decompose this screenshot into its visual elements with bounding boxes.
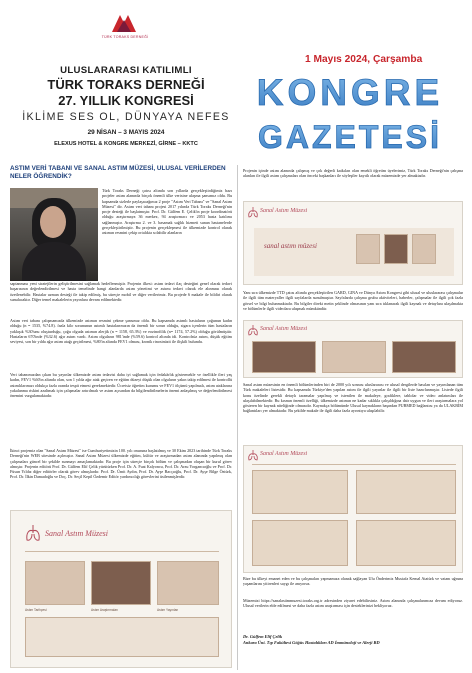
congress-dates: 29 NİSAN – 3 MAYIS 2024 <box>87 129 165 136</box>
lungs-icon <box>248 324 258 336</box>
congress-motto: İKLİME SES OL, DÜNYAYA NEFES <box>22 111 230 123</box>
lungs-icon <box>248 206 258 218</box>
header-line-2: TÜRK TORAKS DERNEĞİ <box>47 77 205 92</box>
association-logo-icon <box>110 12 138 34</box>
museum-website-screenshot <box>10 510 232 668</box>
section-label-3: Astım Yayınları <box>157 608 179 612</box>
header-line-3: 27. YILLIK KONGRESİ <box>58 93 194 108</box>
left-paragraph-2: Astım veri tabanı çalışmamızda ülkemizde astımın resmini çekme şansımız oldu. Bu kapsamda astımlı hastaların çoğunun kadın olduğu (n = 1535, %74.8). fazla kilo sorununun astımlı hastalarımızın da önemli bir sorun olduğu, sigara içenlerin tüm hastaların yaklaşık %30'unu oluşturduğu, çoğu olguda astımın alerjik (n = 1158, 65.3%) ve eozinofilik (n= 1174, 57.2%) olduğu görülmüştür. Hastaların 670'inde (%32.6) ağır astım vardı. Astım olguların 981'inde (%59.6) kontrol altında idi. Kontrolsüz astım, düşük eğitim seviyesi, son bir yılda ağır astım atağı geçirilmesi, %80'in altında FEV1 olması, kronik rinosinüzit ile ilişkili bulundu. <box>10 318 232 345</box>
right-paragraph-3: Sanal astım müzesinin en önemli bölümlerinden biri de 2000 yılı sonrası uluslararası ve ulusal dergilerde basılan ve yayımlanan tüm Türk makaleleri listesidir. Bu kapsamda Türkiye'den yapılan astım ile ilgili yayınlar ile ilgili bir liste hazırlanmıştır. Listede ilgili konu özelinde gerekli detaylı taramalar yapılmış ve istenilen ile makaleye, grafiklere, tablolar ve video anlatımları ile ulaşılabilmektedir. Bu kısmın önemli özelliği, ülkemizde astımın ne kadar sıklıkla çalışıldığına dair uygun ve ileri araştırmalara yol gösteren bir kaynak niteliğinde olmasıdır. Kaynakça bölümünde Ulusal kaynakların başından PUBMED bağlantısı ya da ULAKBİM bağlantıları yer almaktadır. Bu şekilde makale ile ilgili daha fazla ayrıntıya ulaşılabilir. <box>243 382 463 414</box>
lungs-icon <box>248 449 258 461</box>
right-paragraph-2: Yanı sıra ülkemizde TTD çatısı altında gerçekleştirilen GARD, GINA ve Dünya Astım Kongresi gibi ulusal ve uluslararası çalışmalar ile ilgili tüm materyaller ilgili sayfalarda sunulmuştur. Sayfalarda çalışma grubu aktiviteleri, haberler, çalışmalar ile ilgili çok fazla görsel ve bilgi bulunmaktadır. Bu bilgiler direkt metin şeklinde olmasının yanı sıra tıklanarak ilgili kaynak ve detaylara ulaşılmakta ve bölümlerle ilgili videolara ulaşmak mümkündür. <box>243 290 463 311</box>
masthead <box>228 60 472 160</box>
left-paragraph-1b: saptanması yeni stratejilerin geliştirilmesini sağlamak hedeflenmiştir. Projenin ilkesi: astım tedavi ilaç desteğini genel olarak tedavi başarısının değerlendirilmesi ve hasta temelinde hangi alanlarda astım yönetimi ve astımı tedavi olarak ele alınması olarak özetlenebilir. Hastalar uzman desteği ile takip edilmiş, bu süreçte mobil ve diğer verilerimiz. Bu projede 6 makale ile bildiri olarak sunulacaktır. Diğer temel makalelerin yayınlara devam edilmektedir. <box>10 281 232 302</box>
section-label-1: Astım Tarihçesi <box>25 608 47 612</box>
museum-banner-screenshot <box>243 201 463 285</box>
article-title: ASTIM VERİ TABANI VE SANAL ASTIM MÜZESİ, ULUSAL VERİLERDEN NELER ÖĞRENDİK? <box>10 165 226 180</box>
museum-brand: Sanal Astım Müzesi <box>260 208 308 214</box>
museum-publications-screenshot <box>243 445 463 573</box>
right-paragraph-1: Projenin içinde astım alanında çalışmış ve çok değerli katkıları olan emekli öğretim üyelerimiz, Türk Toraks Derneği'nin çalışma alanları ile ilgili astım çalışmaları olan önceki başkanları ile söyleşiler kayıtlı olarak müzemizde yer almaktadır. <box>243 168 463 179</box>
right-paragraph-5: Müzemizi https://sanalastimmuzesi.toraks.org.tr adresinden ziyaret edebilirsiniz. Astım alanında çalışmalarımıza devam ediyoruz. Ulusal verilerin elde edilmesi ve daha fazla astım araştırması için desteklerinizi bekliyoruz. <box>243 598 463 609</box>
svg-text:KONGRE: KONGRE <box>256 72 444 113</box>
museum-caption: sanal astım müzesi <box>264 242 317 250</box>
section-label-2: Astım Araştırmaları <box>91 608 119 612</box>
congress-venue: ELEXUS HOTEL & KONGRE MERKEZİ, GİRNE – KKTC <box>54 141 198 147</box>
right-paragraph-4: Bize bu ülkeyi emanet eden ve bu çalışmaları yapmamıza olanak sağlayan Ulu Önderimiz Mustafa Kemal Atatürk ve vatanı uğruna yaşamlarını yitirenleri saygı ile anıyoruz. <box>243 576 463 587</box>
issue-date: 1 Mayıs 2024, Çarşamba <box>305 54 423 65</box>
logo-text: TÜRK TORAKS DERNEĞİ <box>101 35 149 39</box>
left-paragraph-1: Türk Toraks Derneği çatısı altında son yıllarda gerçekleştirdiğimiz bazı projeler astım alanında birçok önemli ülke verisine ulaşma şansımız oldu. Bu kapsamda sizlerle paylaşacağımız 2 proje "Astım Veri Tabanı" ve "Sanal Astım Müzesi" dir. Astım veri tabanı projesi 2017 yılında Türk Toraks Derneği'nin proje desteği ile başlatmıştır. Prof. Dr. Gülfem E. Çelik'in proje koordinatörü olduğu araştırmaya 36 merkez, 94 araştırmacı ve 2053 hasta katılımı sağlanmıştır. Araştırma 2. ve 3. basamak sağlık hizmeti sunan hastanelerde gerçekleştirilmiştir. Bu projenin gerçekleşmesi ile ülkemizde kontrol olarak astımın resmini çekip ortalıkta solabilir alanların <box>102 188 232 236</box>
author-photo <box>10 188 98 281</box>
author-affiliation: Ankara Üni. Tıp Fakültesi Göğüs Hastalıkları AD İmmünoloji ve Alerji BD <box>243 639 380 645</box>
congress-header <box>20 10 232 160</box>
header-line-1: ULUSLARARASI KATILIMLI <box>60 65 192 76</box>
left-paragraph-3: Veri tabanımızdan çıkan bu yayınlar ülkemizde astım tedavisi daha iyi sağlamak için fedakârlık göstermekle ve özellikle ileri yaş kadın, FEV1 %60'ın altında olan, son 1 yılda ağır atak geçiren ve eğitim düzeyi düşük olan olguların yakın takip edilmesi ile kontrollü astımlılarımızı oldukça fazla oranda tespit etmesi gerekmektedir. Ücretsiz öğretim kurumu ve FEV1 ölçümü yapılmalı, astım ataklarına yakalanma riskini azaltmak için çalışmalar artırılmalı ve astım açısından da bilgilendirilmelerin önemi anlaşılmış ve değerlendirilmesi önemini vurgulamaktadır. <box>10 372 232 399</box>
column-divider <box>237 165 238 670</box>
museum-brand: Sanal Astım Müzesi <box>260 326 308 332</box>
left-paragraph-4: İkinci projemiz olan "Sanal Astım Müzesi" ise Cumhuriyetimizin 100. yılı onuruna başlatılmış ve 30 Ekim 2023 tarihinde Türk Toraks Derneği'nin WEB sitesinde açılmıştır. Sanal Astım Müzesi ülkemizde eğitim, kültür ve araştırmadan astım alanında yapılmış olan çalışmaları güncel bir şekilde sunmayı amaçlamaktadır. Bu proje için süreçte birçok bölüm ve çalışmadan oluşan bir kurul görev almıştır. Projenin editörü Prof. Dr. Gülfem Elif Çelik yürütürken Prof. Dr. A. Fuat Kalyoncu, Prof. Dr. Arzu Yorgancıoğlu ve Prof. Dr. Füsun Yıldız diğer editörler olarak görev almışlardır. Prof. Dr. Ümit Aydın, Prof. Dr. Ayşe Bacçıoğlu, Prof. Dr. Ayşe Bilge Öztürk, Prof. Dr. İlkin Damadoğlu ve Doç. Dr. Seçil Kepil Özdemir Editör yardımcılığı görevlerini üstlenmişlerdir. <box>10 448 232 480</box>
museum-gallery-screenshot <box>243 320 463 378</box>
author-signature <box>243 634 463 645</box>
author-name: Dr. Gülfem Elif Çelik <box>243 634 283 639</box>
museum-brand: Sanal Astım Müzesi <box>260 451 308 457</box>
lungs-icon <box>25 523 41 543</box>
museum-brand: Sanal Astım Müzesi <box>45 529 108 538</box>
svg-text:GAZETESİ: GAZETESİ <box>257 119 443 155</box>
